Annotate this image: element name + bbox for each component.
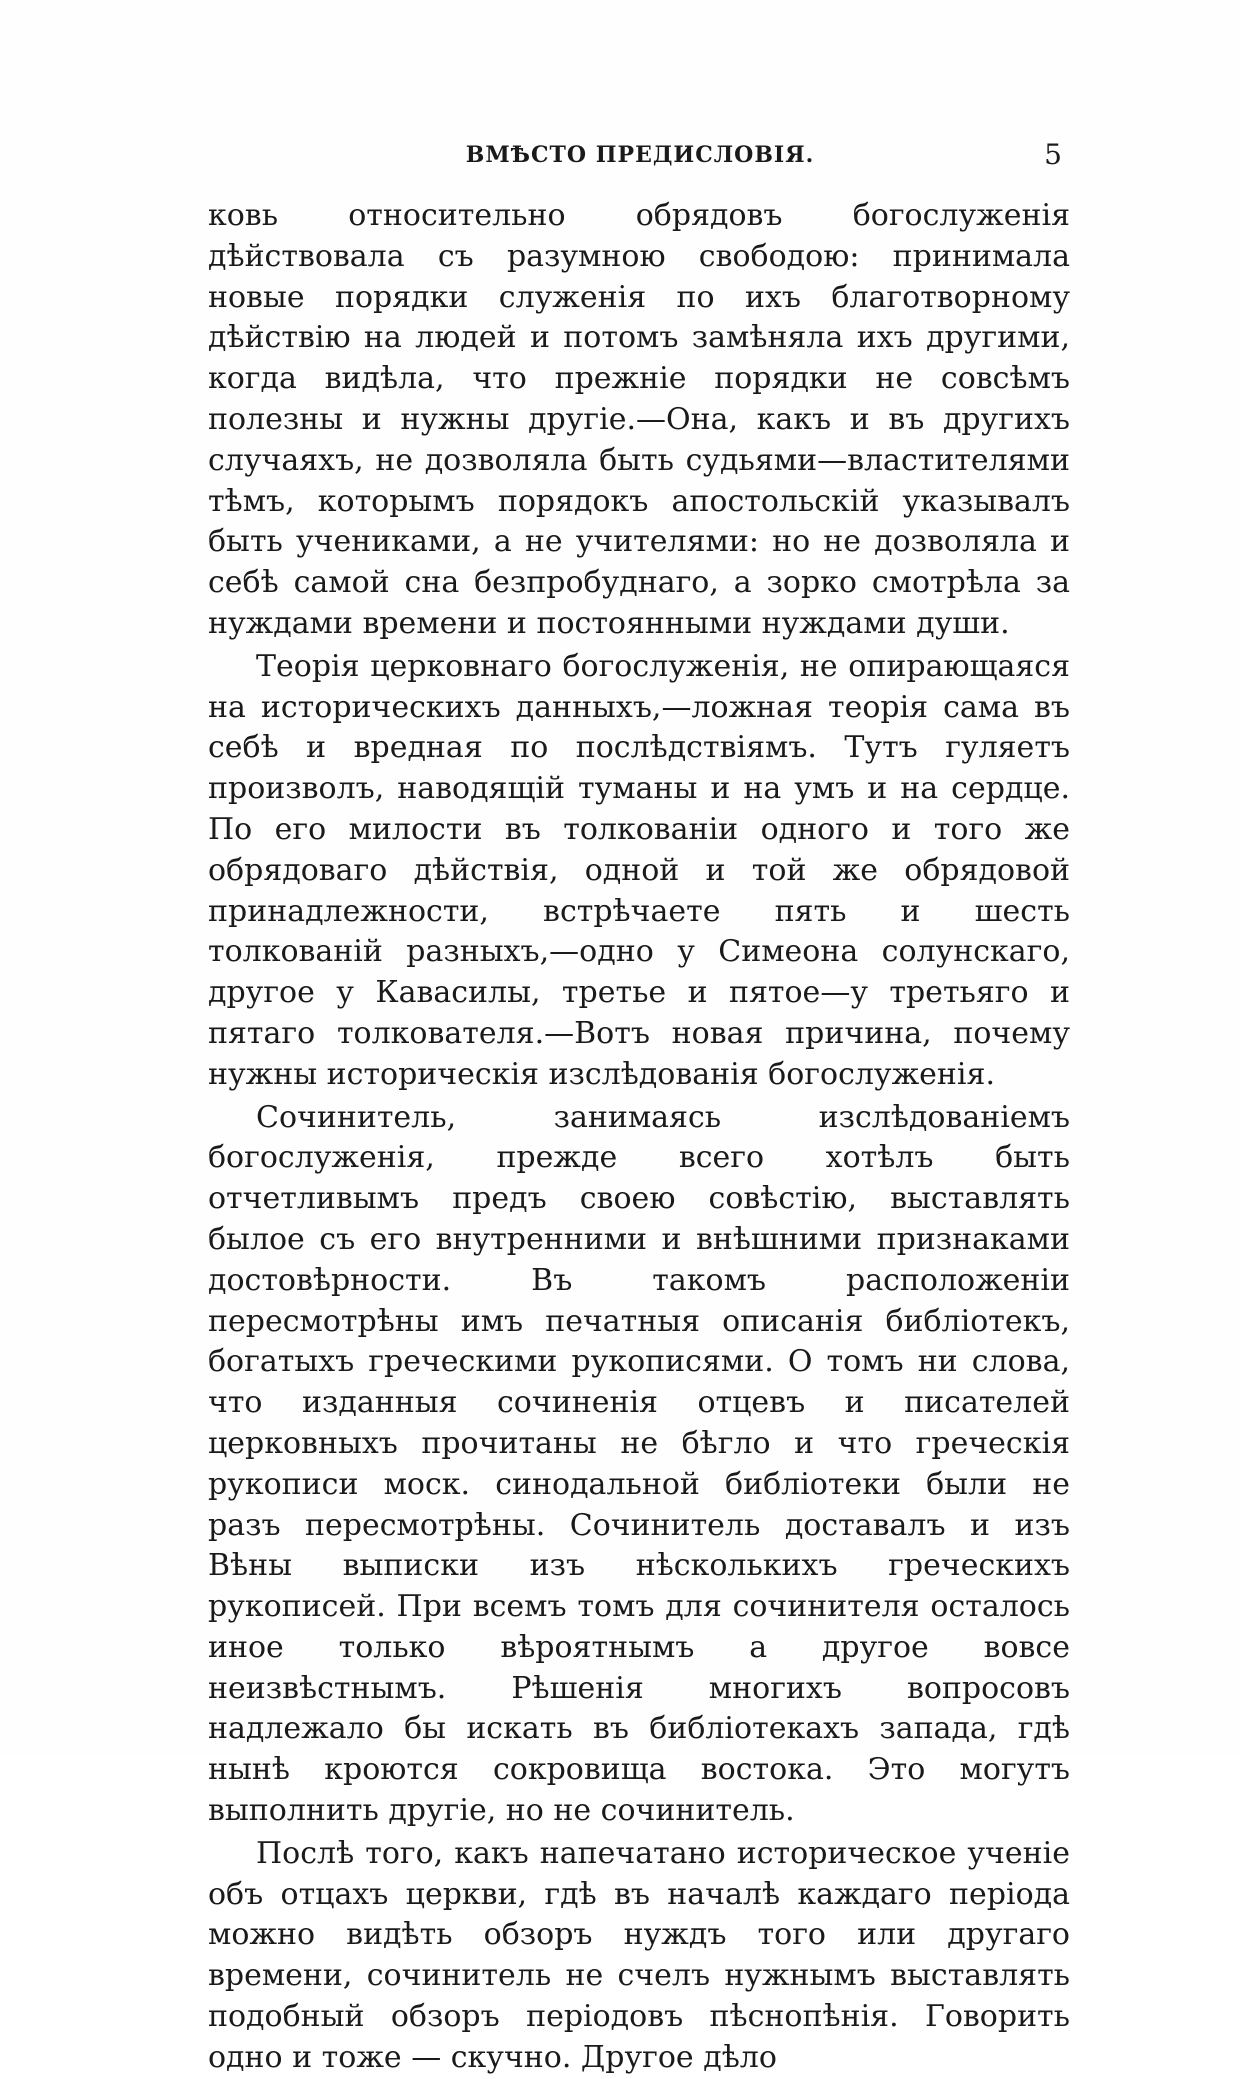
paragraph-after-publication: Послѣ того, какъ напечатано историческое ученіе объ отцахъ церкви, гдѣ въ началѣ каждаго періода можно видѣть обзоръ нуждъ того или другаго времени, сочинитель не счелъ нужнымъ выставлять подобный обзоръ періодовъ пѣснопѣнія. Говорить одно и тоже — скучно. Другое дѣло xyxy=(208,1835,1070,2075)
paragraph-author-research: Сочинитель, занимаясь изслѣдованіемъ богослуженія, прежде всего хотѣлъ быть отчетливымъ предъ своею совѣстію, выставлять былое съ его внутренними и внѣшними признаками достовѣрности. Въ такомъ расположеніи пересмотрѣны имъ печатныя описанія библіотекъ, богатыхъ греческими рукописями. О томъ ни слова, что изданныя сочиненія отцевъ и писателей церковныхъ прочитаны не бѣгло и что греческія рукописи моск. синодальной библіотеки были не разъ пересмотрѣны. Сочинитель доставалъ и изъ Вѣны выписки изъ нѣсколькихъ греческихъ рукописей. При всемъ томъ для сочинителя осталось иное только вѣроятнымъ а другое вовсе неизвѣстнымъ. Рѣшенія многихъ вопросовъ надлежало бы искать въ библіотекахъ запада, гдѣ нынѣ кроются сокровища востока. Это могутъ выполнить другіе, но не сочинитель. xyxy=(208,1099,1070,1829)
paragraph-theory: Теорія церковнаго богослуженія, не опирающаяся на историческихъ данныхъ,—ложная теорія сама въ себѣ и вредная по послѣдствіямъ. Тутъ гуляетъ произволъ, наводящій туманы и на умъ и на сердце. По его милости въ толкованіи одного и того же обрядоваго дѣйствія, одной и той же обрядовой принадлежности, встрѣчаете пять и шесть толкованій разныхъ,—одно у Симеона солунскаго, другое у Кавасилы, третье и пятое—у третьяго и пятаго толкователя.—Вотъ новая причина, почему нужны историческія изслѣдованія богослуженія. xyxy=(208,648,1070,1092)
paragraph-continuation: ковь относительно обрядовъ богослуженія дѣйствовала съ разумною свободою: принимала новые порядки служенія по ихъ благотворному дѣйствію на людей и потомъ замѣняла ихъ другими, когда видѣла, что прежніе порядки не совсѣмъ полезны и нужны другіе.—Она, какъ и въ другихъ случаяхъ, не дозволяла быть судьями—властителями тѣмъ, которымъ порядокъ апостольскій указывалъ быть учениками, а не учителями: но не дозволяла и себѣ самой сна безпробуднаго, а зорко смотрѣла за нуждами времени и постоянными нуждами души. xyxy=(208,198,1070,641)
page-number: 5 xyxy=(1044,138,1062,171)
running-title: ВМѢСТО ПРЕДИСЛОВІЯ. xyxy=(465,142,815,168)
running-head xyxy=(210,138,1070,178)
body-text xyxy=(208,196,1070,2079)
